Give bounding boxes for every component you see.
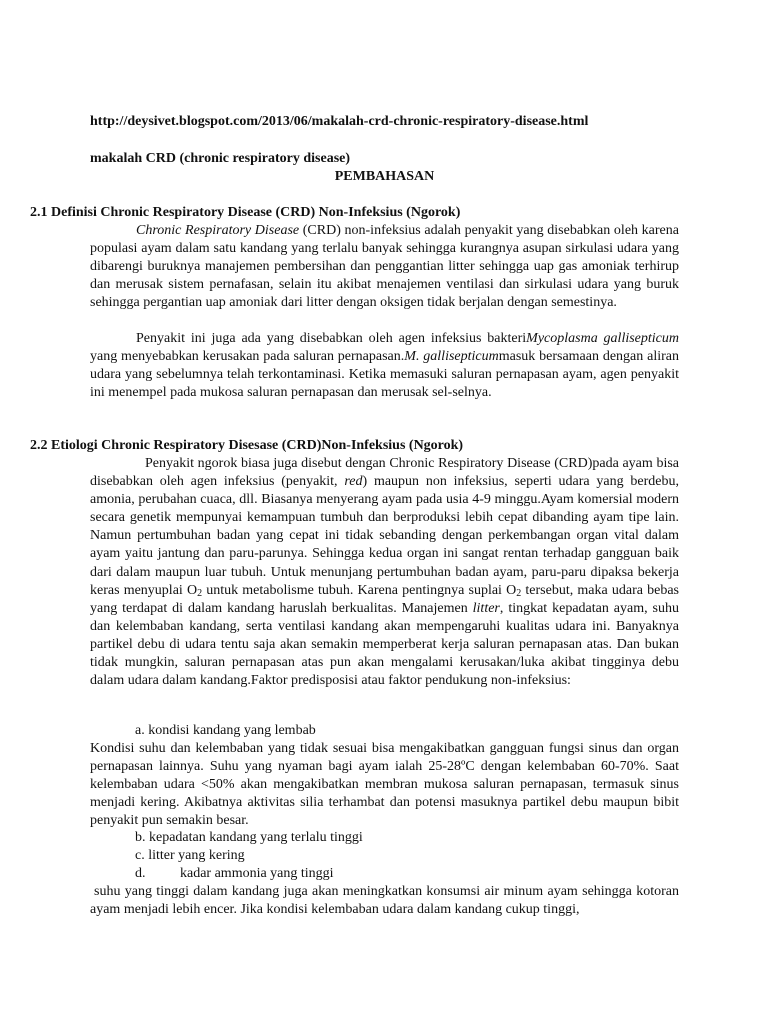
section-1-heading: 2.1 Definisi Chronic Respiratory Disease (CRD) Non-Infeksius (Ngorok) — [30, 205, 461, 220]
list-item-b: b. kepadatan kandang yang terlalu tinggi — [135, 830, 363, 845]
list-item-a: a. kondisi kandang yang lembab — [135, 723, 316, 738]
list-item-d-text: kadar ammonia yang tinggi — [180, 866, 334, 881]
document-title: makalah CRD (chronic respiratory disease) — [90, 151, 351, 166]
list-item-c: c. litter yang kering — [135, 848, 245, 863]
source-url: http://deysivet.blogspot.com/2013/06/makalah-crd-chronic-respiratory-disease.html — [90, 114, 589, 129]
section-2-heading: 2.2 Etiologi Chronic Respiratory Disesase (CRD)Non-Infeksius (Ngorok) — [30, 438, 464, 453]
term-red: red — [344, 474, 363, 490]
section-2-paragraph-1: Penyakit ngorok biasa juga disebut dengan Chronic Respiratory Disease (CRD)pada ayam bisa disebabkan oleh agen infeksius (penyakit, red) maupun non infeksius, seperti udara yang berdebu, amonia, perubahan cuaca, dll. Biasanya menyerang ayam pada usia 4-9 minggu.Ayam komersial modern secara genetik mempunyai kemampuan tumbuh dan berproduksi lebih cepat dibanding ayam tipe lain. Namun pertumbuhan badan yang cepat ini tidak sebanding dengan perkembangan organ vital dalam ayam yaitu jantung dan paru-parunya. Sehingga kedua organ ini sangat rentan terhadap gangguan baik dari dalam maupun luar tubuh. Untuk menunjang pertumbuhan badan ayam, paru-paru dipaksa bekerja keras menyuplai $O_2$ untuk metabolisme tubuh. Karena pentingnya suplai $O_2$ tersebut, maka udara bebas yang terdapat di dalam kandang haruslah berkualitas. Manajemen litter, tingkat kepadatan ayam, suhu dan kelembaban kandang, serta ventilasi kandang akan mempengaruhi kualitas udara ini. Banyaknya partikel debu di udara tentu saja akan semakin memperberat kerja saluran pernapasan atas. Dan bukan tidak mungkin, saluran pernapasan atas pun akan mengalami kerusakan/luka akibat tingginya debu dalam udara dalam kandang.Faktor predisposisi atau faktor pendukung non-infeksius: — [90, 456, 679, 689]
list-item-d-letter: d. — [135, 866, 146, 881]
subscript-2: 2 — [197, 587, 203, 599]
section-1-paragraph-1: Chronic Respiratory Disease (CRD) non-infeksius adalah penyakit yang disebabkan oleh karena populasi ayam dalam satu kandang yang terlalu banyak sehingga kurangnya asupan sirkulasi udara yang dibarengi buruknya manajemen pembersihan dan penggantian litter sehingga uap gas amoniak terhirup dan merusak sistem pernafasan, selain itu akibat menajemen ventilasi dan sirkulasi udara yang buruk sehingga pergantian uap amoniak dari litter dengan oksigen tidak berjalan dengan semestinya. — [90, 223, 679, 311]
term-m-gallisepticum: M. gallisepticum — [404, 349, 499, 365]
section-2-paragraph-3: suhu yang tinggi dalam kandang juga akan meningkatkan konsumsi air minum ayam sehingga kotoran ayam menjadi lebih encer. Jika kondisi kelembaban udara dalam kandang cukup tinggi, — [90, 884, 679, 918]
subscript-2: 2 — [516, 587, 522, 599]
term-mycoplasma: Mycoplasma gallisepticum — [526, 331, 679, 346]
section-1-paragraph-2: Penyakit ini juga ada yang disebabkan oleh agen infeksius bakteriMycoplasma gallisepticum yang menyebabkan kerusakan pada saluran pernapasan.M. gallisepticummasuk bersamaan dengan aliran udara yang sebelumnya telah terkontaminasi. Ketika memasuki saluran pernapasan ayam, agen penyakit ini menempel pada mukosa saluran pernapasan dan merusak sel-selnya. — [90, 331, 679, 401]
term-crd: Chronic Respiratory Disease — [136, 223, 300, 238]
section-2-paragraph-2: Kondisi suhu dan kelembaban yang tidak sesuai bisa mengakibatkan gangguan fungsi sinus dan organ pernapasan lainnya. Suhu yang nyaman bagi ayam ialah 25-28ºC dengan kelembaban 60-70%. Saat kelembaban udara <50% akan mengakibatkan membran mukosa saluran pernapasan, termasuk sinus menjadi kering. Akibatnya aktivitas silia terhambat dan potensi masuknya partikel debu maupun bibit penyakit pun semakin besar. — [90, 741, 679, 829]
chapter-heading: PEMBAHASAN — [334, 169, 435, 184]
list-item-d — [135, 865, 146, 883]
term-litter: litter — [472, 600, 500, 616]
